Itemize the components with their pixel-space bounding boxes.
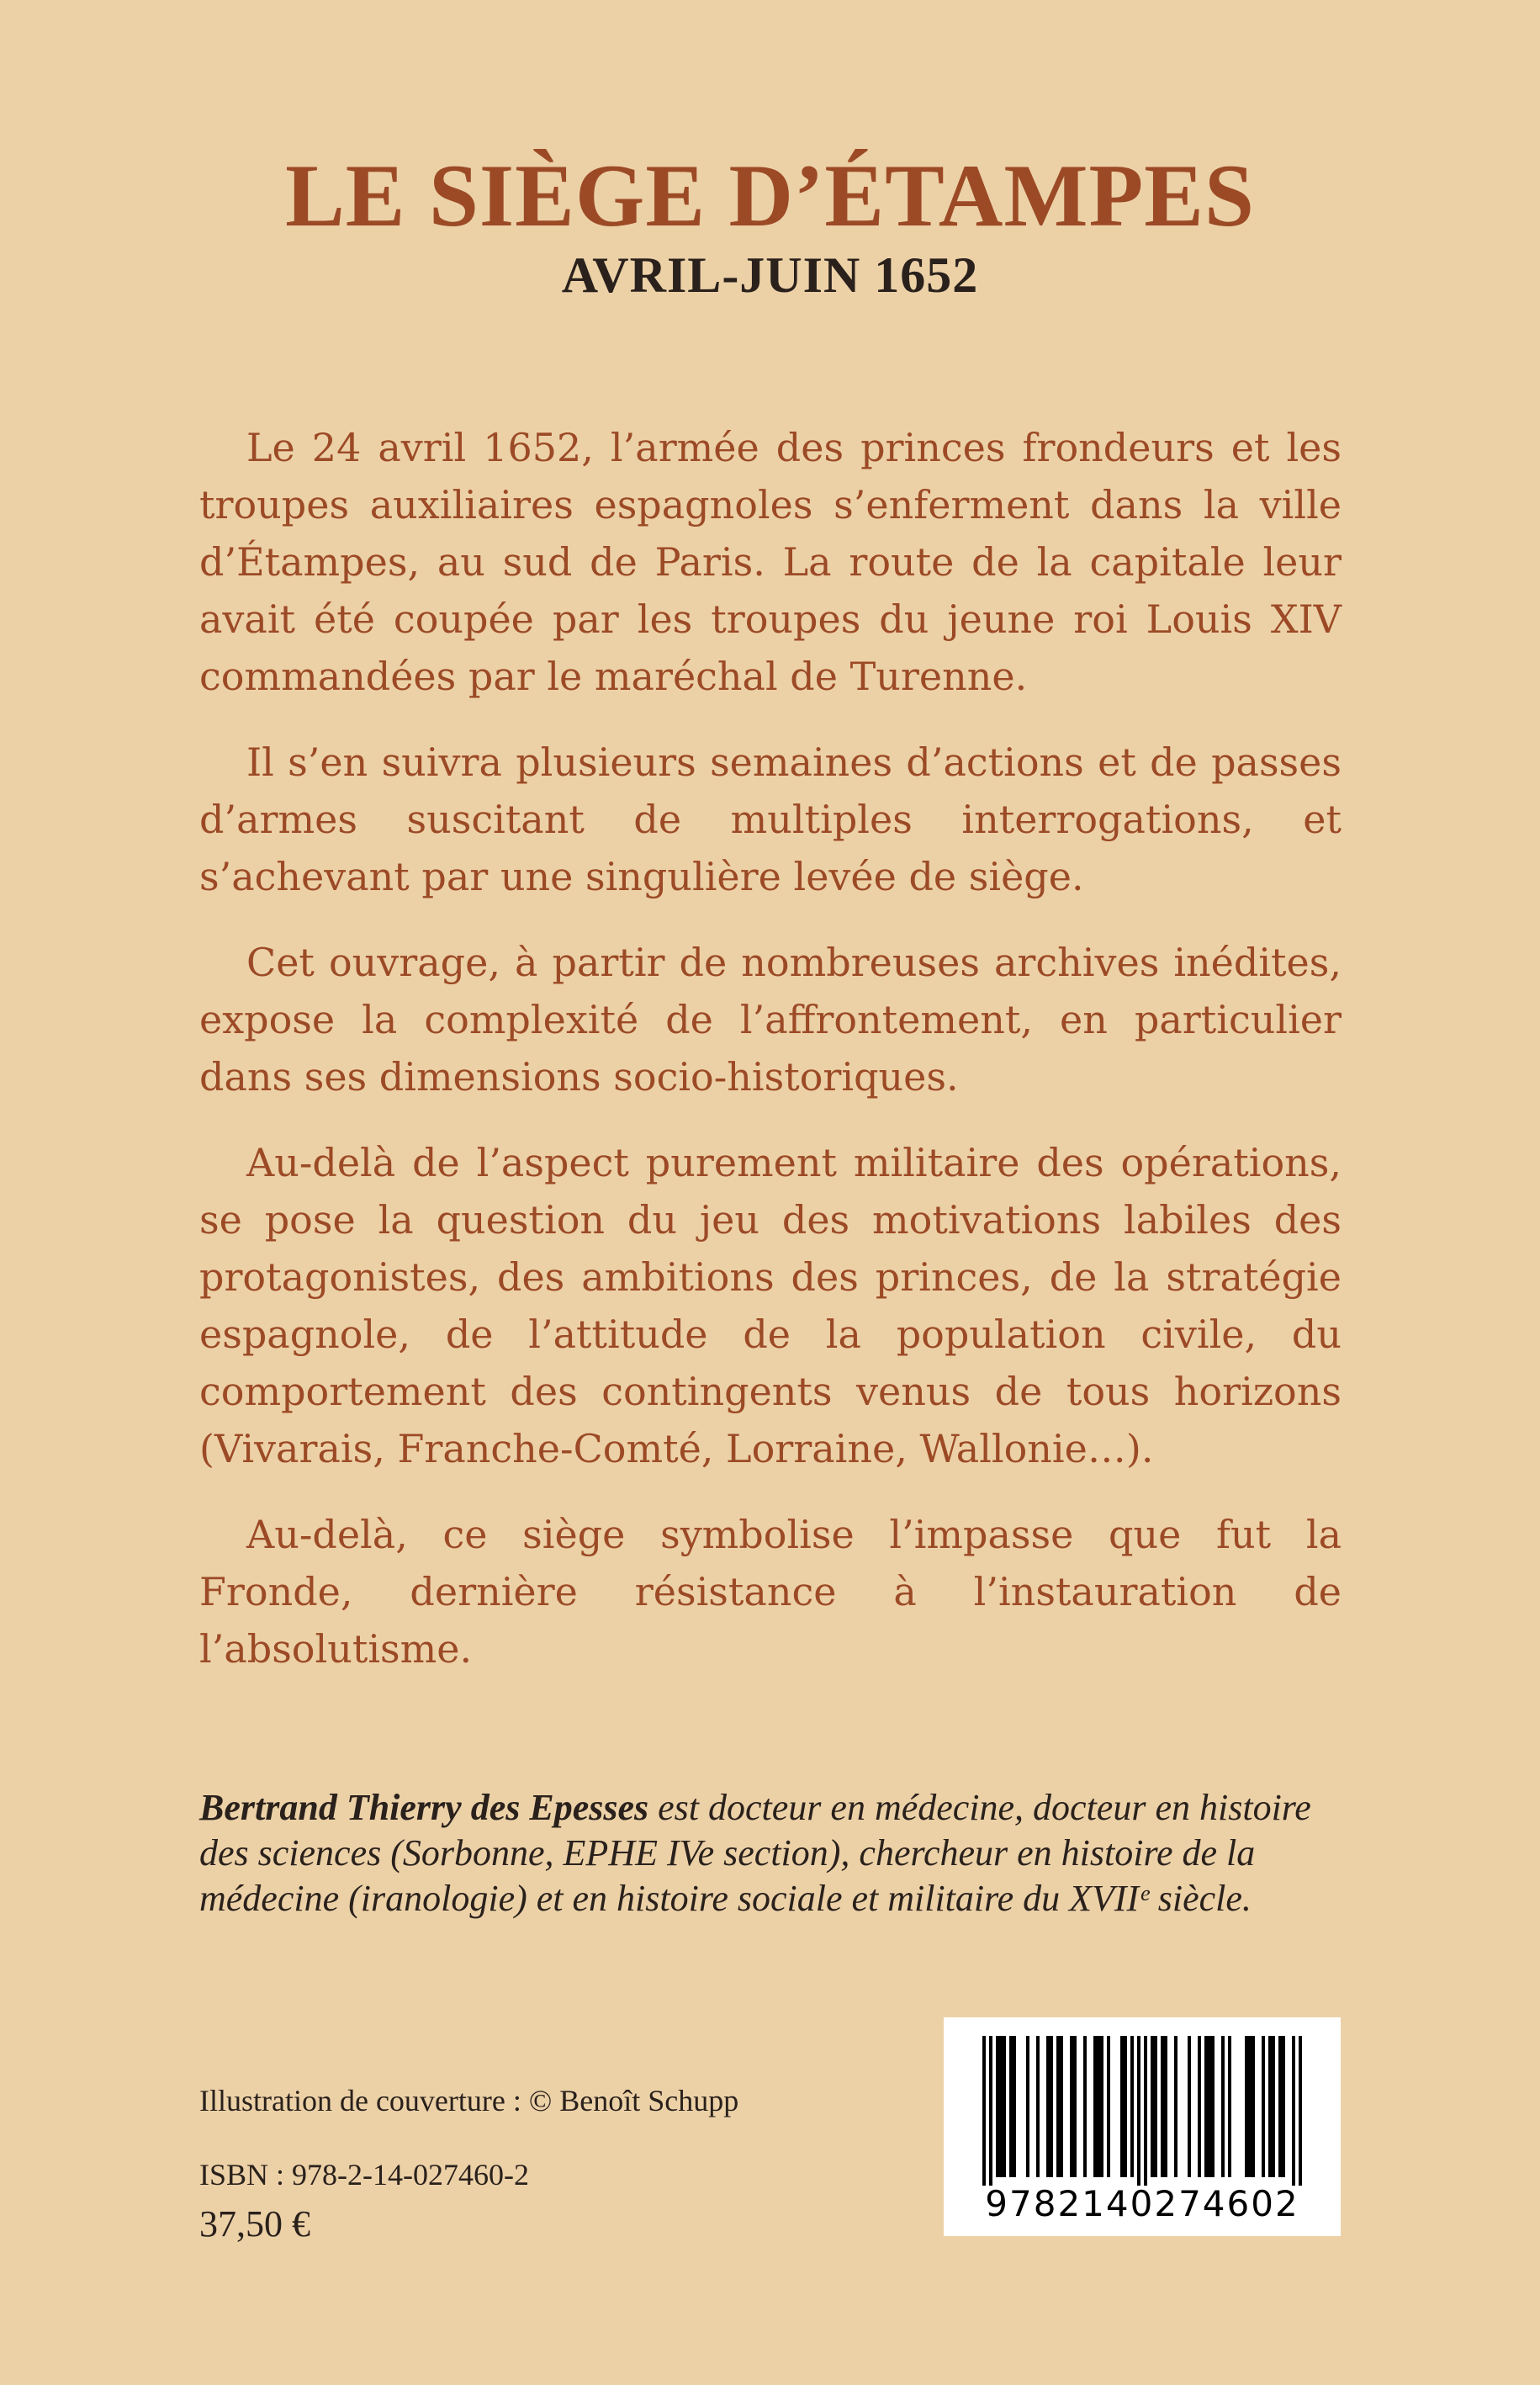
barcode-bar [1137, 2036, 1140, 2186]
barcode-bar [1050, 2036, 1053, 2177]
barcode-bar [1278, 2036, 1282, 2177]
barcode-bar [982, 2036, 986, 2186]
price: 37,50 € [199, 2203, 310, 2245]
barcode-digits: 9782140274602 [985, 2183, 1299, 2224]
book-title: LE SIÈGE D’ÉTAMPES [285, 146, 1255, 245]
author-bio [199, 1785, 1342, 1921]
barcode-bar [1026, 2036, 1029, 2177]
illustration-credit: Illustration de couverture : © Benoît Schupp [199, 2084, 739, 2117]
author-bio-text: est docteur en médecine, docteur en histoire des sciences (Sorbonne, EPHE IVe section), chercheur en histoire de la médecine (iranologie) et en histoire sociale et militaire du XVIIᵉ siècle. [199, 1787, 1311, 1919]
barcode-bars [944, 2017, 1341, 2186]
barcode-bar [1188, 2036, 1191, 2177]
barcode-bar [1272, 2036, 1275, 2177]
barcode-bar [1124, 2036, 1127, 2177]
barcode-bar [1208, 2036, 1211, 2177]
barcode-bar [1228, 2036, 1231, 2177]
barcode-bar [1164, 2036, 1167, 2177]
book-subtitle: AVRIL-JUIN 1652 [561, 247, 979, 303]
barcode-bar [1221, 2036, 1225, 2177]
barcode-bar [1211, 2036, 1215, 2177]
blurb-paragraph: Au-delà, ce siège symbolise l’impasse que fut la Fronde, dernière résistance à l’instauration de l’absolutisme. [199, 1512, 1342, 1672]
barcode-bar [1070, 2036, 1073, 2177]
isbn: ISBN : 978-2-14-027460-2 [199, 2158, 529, 2192]
barcode-bar [1151, 2036, 1154, 2177]
barcode-bar [1060, 2036, 1063, 2177]
barcode-bar [1204, 2036, 1208, 2177]
barcode-bar [1013, 2036, 1016, 2177]
barcode-bar [1056, 2036, 1060, 2177]
barcode-bar [996, 2036, 999, 2177]
barcode-bar [1097, 2036, 1100, 2177]
barcode-bar [1009, 2036, 1013, 2177]
barcode-bar [1154, 2036, 1157, 2177]
barcode-bar [1248, 2036, 1252, 2177]
barcode-bar [1046, 2036, 1050, 2177]
barcode-bar [1130, 2036, 1134, 2177]
barcode-bar [1120, 2036, 1124, 2177]
barcode-bar [1292, 2036, 1295, 2186]
barcode-bar [999, 2036, 1003, 2177]
barcode-bar [1268, 2036, 1272, 2177]
barcode-bar [1083, 2036, 1087, 2177]
barcode-bar [1073, 2036, 1077, 2177]
barcode-bar [1036, 2036, 1040, 2177]
barcode-bar [1093, 2036, 1097, 2177]
barcode-bar [1161, 2036, 1164, 2177]
barcode-bar [1003, 2036, 1006, 2177]
blurb-paragraph: Au-delà de l’aspect purement militaire des opérations, se pose la question du jeu des motivations labiles des protagonistes, des ambitions des princes, de la stratégie espagnole, de l’attitude de la population civile, du comportement des contingents venus de tous horizons (Vivarais, Franche-Comté, Lorraine, Wallonie…). [199, 1140, 1342, 1471]
barcode-bar [989, 2036, 992, 2186]
barcode [944, 2017, 1341, 2236]
blurb-paragraph: Il s’en suivra plusieurs semaines d’actions et de passes d’armes suscitant de multiples interrogations, et s’achevant par une singulière levée de siège. [199, 739, 1342, 899]
barcode-bar [1252, 2036, 1255, 2177]
barcode-bar [1198, 2036, 1201, 2177]
barcode-bar [1174, 2036, 1177, 2177]
author-name: Bertrand Thierry des Epesses [199, 1787, 649, 1828]
barcode-bar [1245, 2036, 1248, 2177]
barcode-bar [1100, 2036, 1103, 2177]
barcode-bar [1144, 2036, 1147, 2186]
blurb-paragraph: Cet ouvrage, à partir de nombreuses archives inédites, expose la complexité de l’affrontement, en particulier dans ses dimensions socio-historiques. [199, 940, 1342, 1100]
barcode-bar [1107, 2036, 1110, 2177]
blurb-paragraph: Le 24 avril 1652, l’armée des princes frondeurs et les troupes auxiliaires espagnoles s’enferment dans la ville d’Étampes, au sud de Paris. La route de la capitale leur avait été coupée par les troupes du jeune roi Louis XIV commandées par le maréchal de Turenne. [199, 425, 1342, 699]
barcode-bar [1262, 2036, 1265, 2177]
blurb [199, 419, 1342, 1706]
barcode-bar [1282, 2036, 1285, 2177]
barcode-bar [1299, 2036, 1302, 2186]
